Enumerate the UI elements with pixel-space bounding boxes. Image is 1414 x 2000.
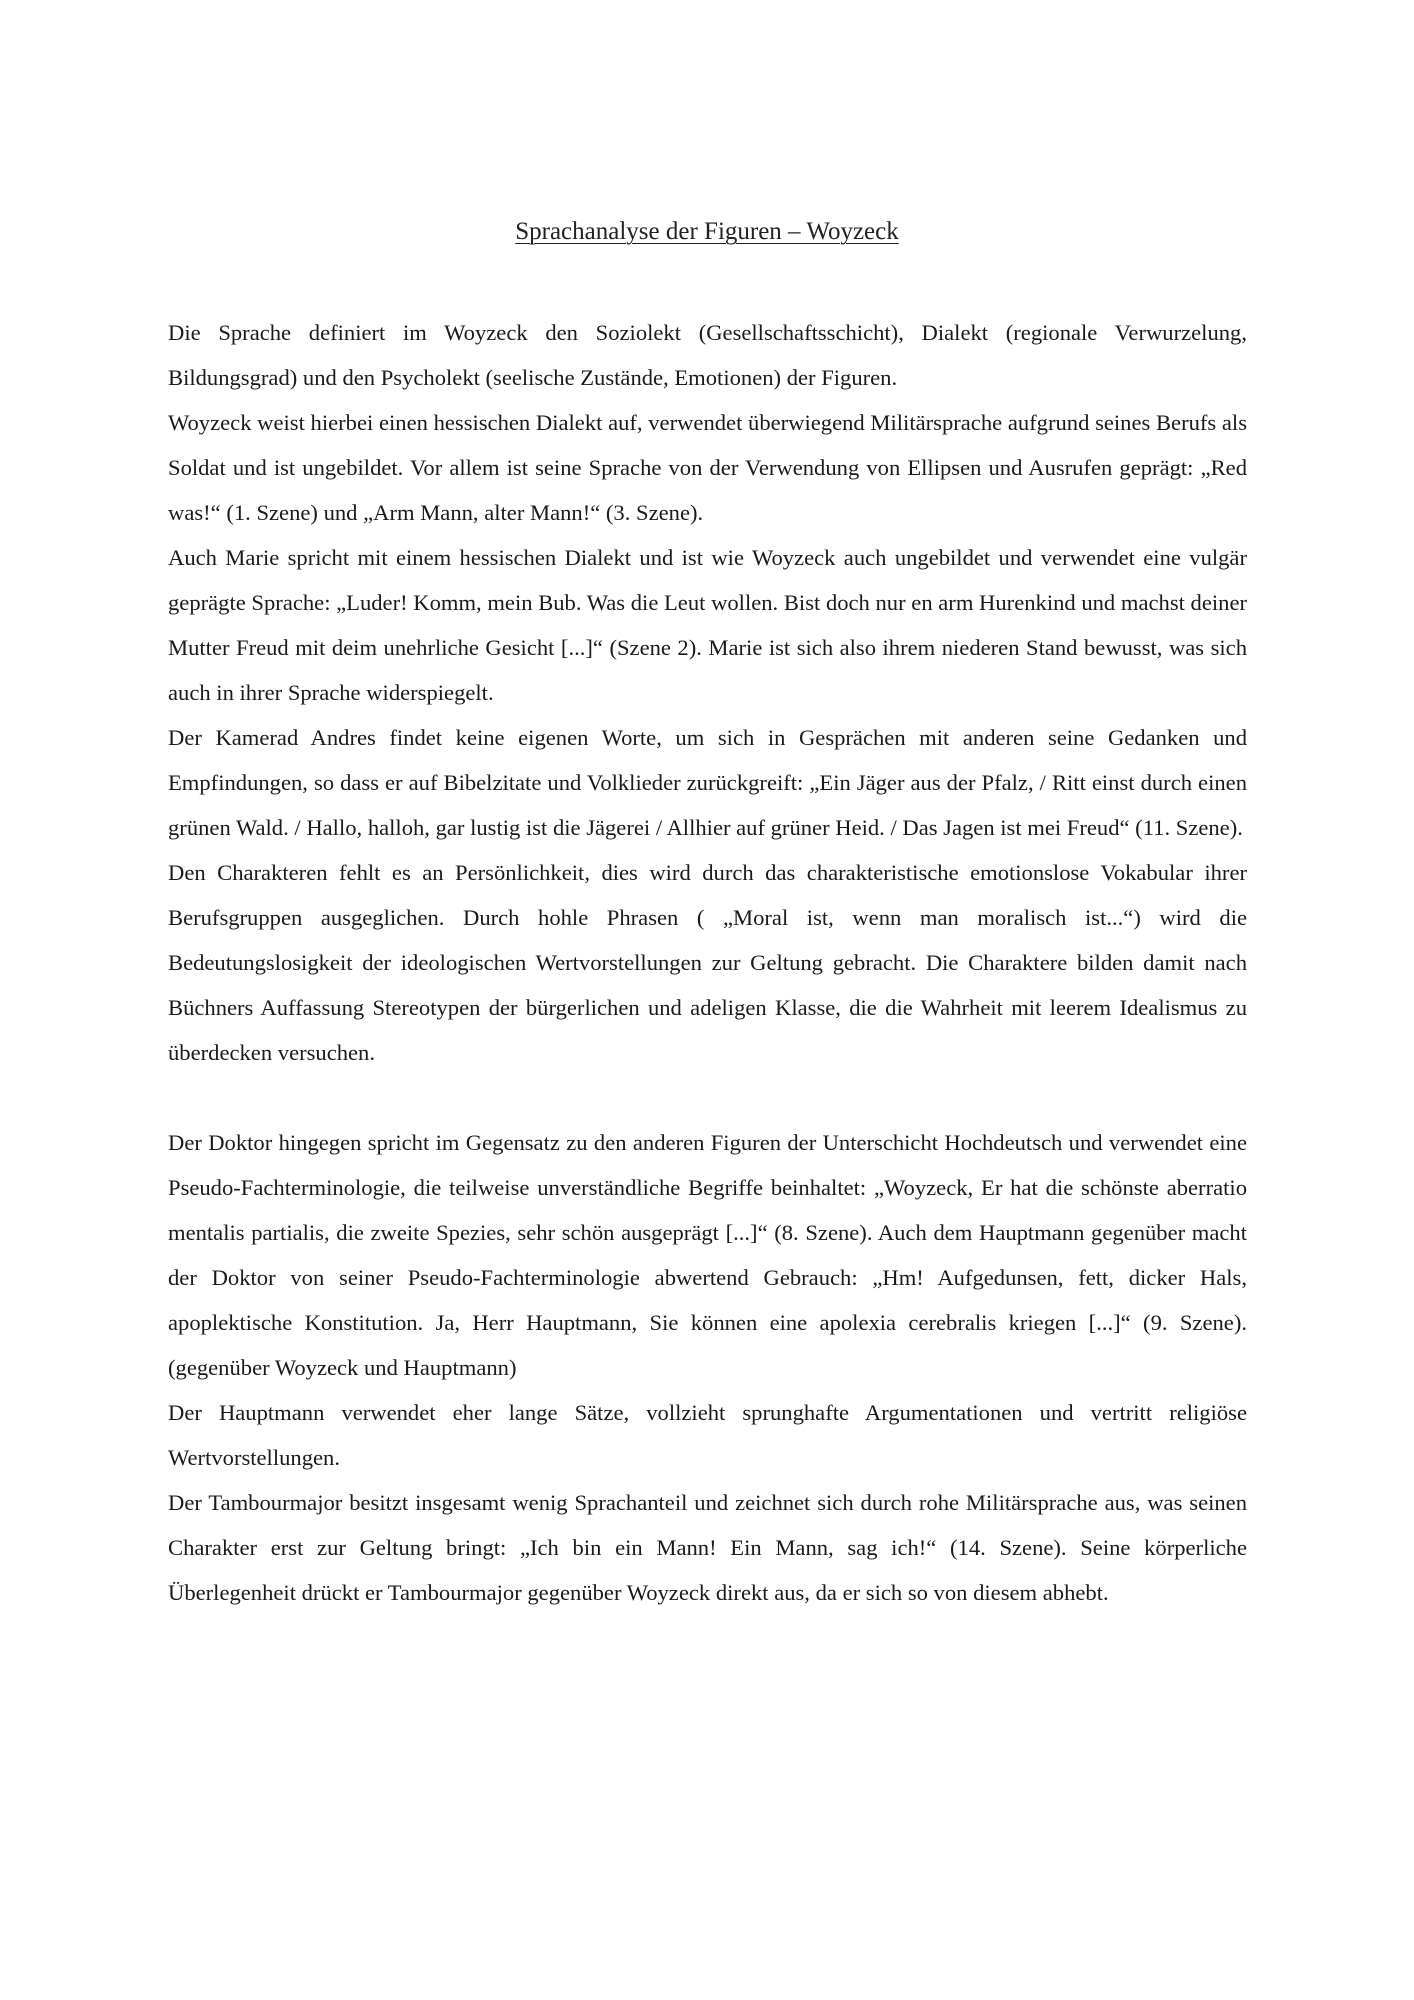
paragraph-tambourmajor: Der Tambourmajor besitzt insgesamt wenig Sprachanteil und zeichnet sich durch rohe Militärsprache aus, was seinen Charakter erst zur Geltung bringt: „Ich bin ein Mann! Ein Mann, sag ich!“ (14. Szene). Seine körperliche Überlegenheit drückt er Tambourmajor gegenüber Woyzeck direkt aus, da er sich so von diesem abhebt. bbox=[168, 1490, 1247, 1605]
paragraph-hauptmann: Der Hauptmann verwendet eher lange Sätze, vollzieht sprunghafte Argumentationen und vertritt religiöse Wertvorstellungen. bbox=[168, 1400, 1247, 1470]
paragraph-charaktere: Den Charakteren fehlt es an Persönlichkeit, dies wird durch das charakteristische emotionslose Vokabular ihrer Berufsgruppen ausgeglichen. Durch hohle Phrasen ( „Moral ist, wenn man moralisch ist...“) wird die Bedeutungslosigkeit der ideologischen Wertvorstellungen zur Geltung gebracht. Die Charaktere bilden damit nach Büchners Auffassung Stereotypen der bürgerlichen und adeligen Klasse, die die Wahrheit mit leerem Idealismus zu überdecken versuchen. bbox=[168, 860, 1247, 1065]
document-body bbox=[168, 310, 1247, 1615]
paragraph-andres: Der Kamerad Andres findet keine eigenen Worte, um sich in Gesprächen mit anderen seine Gedanken und Empfindungen, so dass er auf Bibelzitate und Volklieder zurückgreift: „Ein Jäger aus der Pfalz, / Ritt einst durch einen grünen Wald. / Hallo, halloh, gar lustig ist die Jägerei / Allhier auf grüner Heid. / Das Jagen ist mei Freud“ (11. Szene). bbox=[168, 725, 1247, 840]
paragraph-intro: Die Sprache definiert im Woyzeck den Soziolekt (Gesellschaftsschicht), Dialekt (regionale Verwurzelung, Bildungsgrad) und den Psycholekt (seelische Zustände, Emotionen) der Figuren. bbox=[168, 320, 1247, 390]
paragraph-marie: Auch Marie spricht mit einem hessischen Dialekt und ist wie Woyzeck auch ungebildet und verwendet eine vulgär geprägte Sprache: „Luder! Komm, mein Bub. Was die Leut wollen. Bist doch nur en arm Hurenkind und machst deiner Mutter Freud mit deim unehrliche Gesicht [...]“ (Szene 2). Marie ist sich also ihrem niederen Stand bewusst, was sich auch in ihrer Sprache widerspiegelt. bbox=[168, 545, 1247, 705]
paragraph-doktor: Der Doktor hingegen spricht im Gegensatz zu den anderen Figuren der Unterschicht Hochdeutsch und verwendet eine Pseudo-Fachterminologie, die teilweise unverständliche Begriffe beinhaltet: „Woyzeck, Er hat die schönste aberratio mentalis partialis, die zweite Spezies, sehr schön ausgeprägt [...]“ (8. Szene). Auch dem Hauptmann gegenüber macht der Doktor von seiner Pseudo-Fachterminologie abwertend Gebrauch: „Hm! Aufgedunsen, fett, dicker Hals, apoplektische Konstitution. Ja, Herr Hauptmann, Sie können eine apolexia cerebralis kriegen [...]“ (9. Szene). (gegenüber Woyzeck und Hauptmann) bbox=[168, 1130, 1247, 1380]
paragraph-spacer bbox=[168, 1075, 1247, 1120]
document-title-text: Sprachanalyse der Figuren – Woyzeck bbox=[515, 218, 899, 245]
document-title bbox=[0, 218, 1414, 246]
paragraph-woyzeck: Woyzeck weist hierbei einen hessischen Dialekt auf, verwendet überwiegend Militärsprache aufgrund seines Berufs als Soldat und ist ungebildet. Vor allem ist seine Sprache von der Verwendung von Ellipsen und Ausrufen geprägt: „Red was!“ (1. Szene) und „Arm Mann, alter Mann!“ (3. Szene). bbox=[168, 410, 1247, 525]
